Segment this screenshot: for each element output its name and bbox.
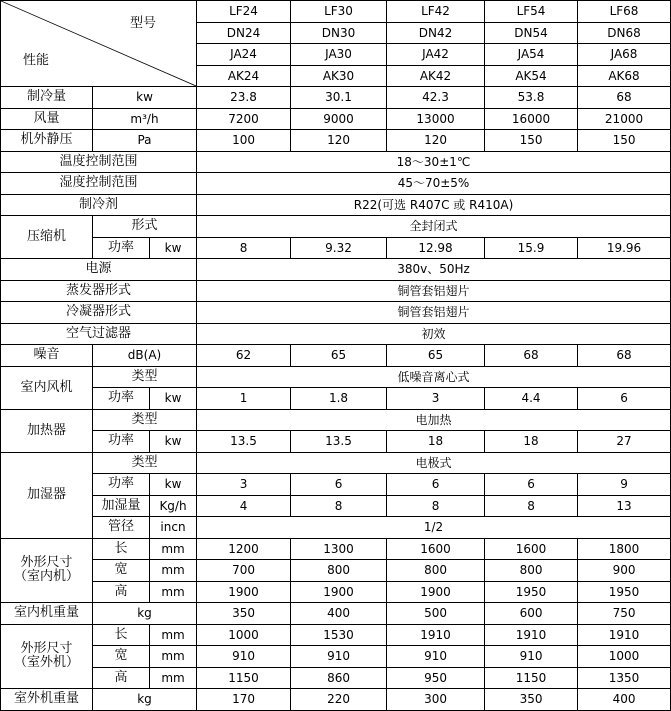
row-label: 空气过滤器	[1, 323, 197, 345]
header-corner-cell	[1, 1, 197, 87]
value-cell: DN68	[578, 22, 671, 44]
value-cell: 铜管套铝翅片	[197, 280, 671, 302]
value-cell: 电极式	[197, 452, 671, 474]
value-cell: 1900	[291, 581, 387, 603]
value-cell: 6	[578, 388, 671, 410]
value-cell: 13	[578, 495, 671, 517]
row-label: 温度控制范围	[1, 151, 197, 173]
value-cell: 4	[197, 495, 291, 517]
value-cell: 380v、50Hz	[197, 259, 671, 281]
row-label: 电源	[1, 259, 197, 281]
value-cell: 1900	[387, 581, 485, 603]
value-cell: 8	[197, 237, 291, 259]
row-label: 噪音	[1, 345, 93, 367]
value-cell: JA54	[485, 44, 578, 66]
unit-cell: incn	[150, 517, 197, 539]
table-row	[1, 474, 671, 496]
table-row	[1, 538, 671, 560]
sub-label: 形式	[93, 216, 197, 238]
value-cell: 低噪音离心式	[197, 366, 671, 388]
value-cell: LF68	[578, 1, 671, 23]
row-label: 压缩机	[1, 216, 93, 259]
table-row	[1, 409, 671, 431]
sub-label: 功率	[93, 237, 150, 259]
model-label: 型号	[130, 16, 157, 31]
value-cell: AK54	[485, 65, 578, 87]
row-label: 室外机重量	[1, 689, 93, 711]
value-cell: 全封闭式	[197, 216, 671, 238]
value-cell: 18	[387, 431, 485, 453]
value-cell: 初效	[197, 323, 671, 345]
sub-label: 长	[93, 538, 150, 560]
value-cell: 120	[387, 130, 485, 152]
value-cell: LF54	[485, 1, 578, 23]
value-cell: 400	[578, 689, 671, 711]
table-row	[1, 689, 671, 711]
table-row	[1, 646, 671, 668]
value-cell: 18～30±1℃	[197, 151, 671, 173]
value-cell: 800	[291, 560, 387, 582]
value-cell: DN24	[197, 22, 291, 44]
table-row	[1, 323, 671, 345]
table-row	[1, 130, 671, 152]
value-cell: 42.3	[387, 87, 485, 109]
sub-label: 类型	[93, 409, 197, 431]
value-cell: 910	[485, 646, 578, 668]
value-cell: 65	[291, 345, 387, 367]
value-cell: 1150	[485, 667, 578, 689]
sub-label: 类型	[93, 452, 197, 474]
value-cell: 6	[291, 474, 387, 496]
value-cell: 1910	[578, 624, 671, 646]
value-cell: 400	[291, 603, 387, 625]
table-row	[1, 345, 671, 367]
value-cell: 350	[197, 603, 291, 625]
unit-cell: kw	[150, 237, 197, 259]
value-cell: 1150	[197, 667, 291, 689]
value-cell: 3	[387, 388, 485, 410]
value-cell: 9.32	[291, 237, 387, 259]
row-label: 风量	[1, 108, 93, 130]
value-cell: 9000	[291, 108, 387, 130]
sub-label: 宽	[93, 646, 150, 668]
row-label: 外形尺寸 （室外机）	[1, 624, 93, 689]
value-cell: DN42	[387, 22, 485, 44]
sub-label: 功率	[93, 474, 150, 496]
value-cell: 300	[387, 689, 485, 711]
sub-label: 功率	[93, 431, 150, 453]
unit-cell: mm	[150, 538, 197, 560]
row-label: 冷凝器形式	[1, 302, 197, 324]
table-row	[1, 302, 671, 324]
value-cell: JA42	[387, 44, 485, 66]
sub-label: 长	[93, 624, 150, 646]
value-cell: AK42	[387, 65, 485, 87]
unit-cell: mm	[150, 581, 197, 603]
value-cell: 12.98	[387, 237, 485, 259]
value-cell: 750	[578, 603, 671, 625]
value-cell: 950	[387, 667, 485, 689]
table-row	[1, 216, 671, 238]
value-cell: AK68	[578, 65, 671, 87]
value-cell: 18	[485, 431, 578, 453]
table-row	[1, 151, 671, 173]
row-label: 室内风机	[1, 366, 93, 409]
value-cell: 13.5	[291, 431, 387, 453]
unit-cell: kw	[150, 431, 197, 453]
value-cell: 1950	[578, 581, 671, 603]
unit-cell: kw	[150, 388, 197, 410]
row-label: 机外静压	[1, 130, 93, 152]
value-cell: 6	[485, 474, 578, 496]
value-cell: 15.9	[485, 237, 578, 259]
value-cell: 800	[485, 560, 578, 582]
value-cell: 1200	[197, 538, 291, 560]
value-cell: 21000	[578, 108, 671, 130]
value-cell: 1800	[578, 538, 671, 560]
row-label: 制冷剂	[1, 194, 197, 216]
value-cell: LF30	[291, 1, 387, 23]
row-label: 室内机重量	[1, 603, 93, 625]
value-cell: 23.8	[197, 87, 291, 109]
value-cell: 1600	[387, 538, 485, 560]
value-cell: 62	[197, 345, 291, 367]
unit-cell: kw	[93, 87, 197, 109]
table-row	[1, 452, 671, 474]
value-cell: 13000	[387, 108, 485, 130]
value-cell: 27	[578, 431, 671, 453]
unit-cell: mm	[150, 624, 197, 646]
row-label: 蒸发器形式	[1, 280, 197, 302]
sub-label: 高	[93, 581, 150, 603]
unit-cell: mm	[150, 560, 197, 582]
sub-label: 高	[93, 667, 150, 689]
table-row	[1, 560, 671, 582]
sub-label: 加湿量	[93, 495, 150, 517]
value-cell: 8	[291, 495, 387, 517]
row-label: 外形尺寸 （室内机）	[1, 538, 93, 603]
value-cell: 3	[197, 474, 291, 496]
value-cell: 100	[197, 130, 291, 152]
value-cell: 16000	[485, 108, 578, 130]
value-cell: 910	[387, 646, 485, 668]
table-row	[1, 259, 671, 281]
table-row	[1, 87, 671, 109]
unit-cell: m³/h	[93, 108, 197, 130]
value-cell: 9	[578, 474, 671, 496]
value-cell: 19.96	[578, 237, 671, 259]
value-cell: 1600	[485, 538, 578, 560]
value-cell: 1	[197, 388, 291, 410]
unit-cell: kg	[93, 689, 197, 711]
value-cell: 150	[578, 130, 671, 152]
table-row	[1, 517, 671, 539]
table-row	[1, 667, 671, 689]
value-cell: 4.4	[485, 388, 578, 410]
value-cell: 500	[387, 603, 485, 625]
row-label: 制冷量	[1, 87, 93, 109]
unit-cell: dB(A)	[93, 345, 197, 367]
value-cell: 8	[387, 495, 485, 517]
unit-cell: mm	[150, 646, 197, 668]
value-cell: 45～70±5%	[197, 173, 671, 195]
value-cell: 65	[387, 345, 485, 367]
value-cell: LF42	[387, 1, 485, 23]
unit-cell: mm	[150, 667, 197, 689]
unit-cell: Pa	[93, 130, 197, 152]
table-row	[1, 581, 671, 603]
value-cell: 68	[578, 87, 671, 109]
table-row	[1, 366, 671, 388]
value-cell: 900	[578, 560, 671, 582]
value-cell: 220	[291, 689, 387, 711]
value-cell: 170	[197, 689, 291, 711]
value-cell: 150	[485, 130, 578, 152]
value-cell: 1910	[387, 624, 485, 646]
value-cell: 68	[485, 345, 578, 367]
value-cell: 电加热	[197, 409, 671, 431]
table-row	[1, 237, 671, 259]
value-cell: 铜管套铝翅片	[197, 302, 671, 324]
value-cell: 120	[291, 130, 387, 152]
value-cell: 910	[291, 646, 387, 668]
sub-label: 功率	[93, 388, 150, 410]
row-label: 加湿器	[1, 452, 93, 538]
value-cell: LF24	[197, 1, 291, 23]
value-cell: DN54	[485, 22, 578, 44]
performance-label: 性能	[23, 53, 50, 68]
value-cell: DN30	[291, 22, 387, 44]
value-cell: JA30	[291, 44, 387, 66]
unit-cell: kw	[150, 474, 197, 496]
value-cell: R22(可选 R407C 或 R410A)	[197, 194, 671, 216]
value-cell: 53.8	[485, 87, 578, 109]
sub-label: 管径	[93, 517, 150, 539]
value-cell: 600	[485, 603, 578, 625]
value-cell: 1530	[291, 624, 387, 646]
value-cell: 700	[197, 560, 291, 582]
table-row	[1, 603, 671, 625]
table-row	[1, 108, 671, 130]
value-cell: 7200	[197, 108, 291, 130]
value-cell: 1300	[291, 538, 387, 560]
value-cell: 13.5	[197, 431, 291, 453]
row-label: 湿度控制范围	[1, 173, 197, 195]
table-row	[1, 495, 671, 517]
value-cell: JA24	[197, 44, 291, 66]
value-cell: AK30	[291, 65, 387, 87]
value-cell: 1910	[485, 624, 578, 646]
value-cell: 68	[578, 345, 671, 367]
value-cell: 860	[291, 667, 387, 689]
value-cell: 800	[387, 560, 485, 582]
table-row	[1, 173, 671, 195]
value-cell: 1000	[578, 646, 671, 668]
value-cell: JA68	[578, 44, 671, 66]
table-row	[1, 194, 671, 216]
table-row	[1, 1, 671, 23]
sub-label: 类型	[93, 366, 197, 388]
value-cell: 1.8	[291, 388, 387, 410]
row-label: 加热器	[1, 409, 93, 452]
unit-cell: Kg/h	[150, 495, 197, 517]
sub-label: 宽	[93, 560, 150, 582]
unit-cell: kg	[93, 603, 197, 625]
value-cell: AK24	[197, 65, 291, 87]
value-cell: 1900	[197, 581, 291, 603]
value-cell: 350	[485, 689, 578, 711]
value-cell: 8	[485, 495, 578, 517]
table-row	[1, 388, 671, 410]
value-cell: 1950	[485, 581, 578, 603]
table-row	[1, 280, 671, 302]
value-cell: 1350	[578, 667, 671, 689]
value-cell: 6	[387, 474, 485, 496]
value-cell: 30.1	[291, 87, 387, 109]
diagonal-divider	[1, 1, 196, 86]
table-row	[1, 624, 671, 646]
value-cell: 910	[197, 646, 291, 668]
value-cell: 1000	[197, 624, 291, 646]
value-cell: 1/2	[197, 517, 671, 539]
table-row	[1, 431, 671, 453]
